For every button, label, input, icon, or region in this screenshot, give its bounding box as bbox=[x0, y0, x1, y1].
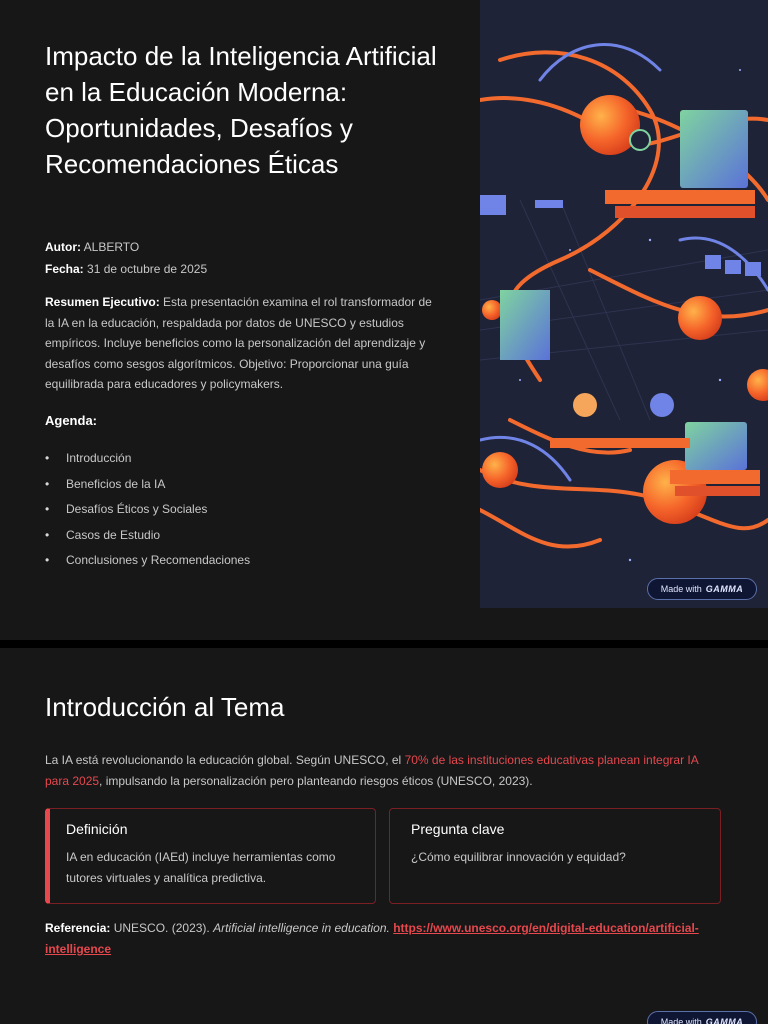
bullet-icon: • bbox=[45, 502, 50, 516]
screen-shape bbox=[680, 110, 748, 188]
book-stack bbox=[615, 206, 755, 218]
person-icon bbox=[630, 130, 650, 150]
made-with-gamma-badge[interactable] bbox=[647, 1011, 757, 1024]
presentation-title: Impacto de la Inteligencia Artificial en la Educación Moderna: Oportunidades, Desafíos y Recomendaciones Éticas bbox=[45, 41, 437, 179]
reference bbox=[45, 918, 725, 960]
executive-summary bbox=[45, 292, 437, 395]
bullet-icon: • bbox=[45, 476, 50, 491]
orb-shape bbox=[678, 296, 722, 340]
orb-shape bbox=[482, 452, 518, 488]
bullet-icon: • bbox=[45, 451, 50, 465]
book-stack bbox=[675, 486, 760, 496]
agenda-item bbox=[45, 451, 250, 477]
summary-text: Esta presentación examina el rol transformador de la IA en la educación, respaldada por datos de UNESCO y estudios empíricos. Incluye beneficios como la personalización del aprendizaje y desafíos como sesgos algorítmicos. Objetivo: Proporcionar una guía equilibrada para educadores y policymakers. bbox=[45, 295, 432, 391]
agenda-item-label: Casos de Estudio bbox=[66, 527, 161, 542]
agenda-title: Agenda: bbox=[45, 413, 97, 428]
date-label: Fecha: bbox=[45, 262, 84, 276]
intro-paragraph bbox=[45, 750, 725, 792]
orb-shape bbox=[482, 300, 502, 320]
key-question-card bbox=[389, 808, 721, 904]
author-value: ALBERTO bbox=[83, 240, 140, 254]
card-body: IA en educación (IAEd) incluye herramientas como tutores virtuales y analítica predictiva. bbox=[66, 850, 336, 885]
date-value: 31 de octubre de 2025 bbox=[87, 262, 208, 276]
person-icon bbox=[650, 393, 674, 417]
agenda-item-label: Desafíos Éticos y Sociales bbox=[66, 502, 208, 516]
book-stack bbox=[670, 470, 760, 484]
intro-title: Introducción al Tema bbox=[45, 692, 285, 722]
author-line bbox=[45, 236, 207, 258]
agenda-item bbox=[45, 553, 250, 579]
agenda-item-label: Conclusiones y Recomendaciones bbox=[66, 553, 251, 567]
made-with-gamma-badge[interactable] bbox=[647, 578, 757, 600]
book-stack bbox=[605, 190, 755, 204]
agenda-item bbox=[45, 502, 250, 528]
definition-card bbox=[45, 808, 376, 904]
gamma-logo: GAMMA bbox=[705, 584, 744, 594]
agenda-item-label: Beneficios de la IA bbox=[66, 476, 166, 491]
intro-slide bbox=[0, 648, 768, 1024]
date-line bbox=[45, 258, 207, 280]
reference-link[interactable]: https://www.unesco.org/en/digital-education/artificial-intelligence bbox=[45, 921, 699, 956]
person-icon bbox=[573, 393, 597, 417]
book-shape bbox=[500, 290, 550, 360]
reference-text: UNESCO. (2023). bbox=[113, 921, 214, 935]
laptop-screen bbox=[685, 422, 747, 470]
card-title: Definición bbox=[66, 821, 128, 837]
agenda-item bbox=[45, 477, 250, 503]
education-illustration bbox=[480, 0, 768, 608]
meta-block bbox=[45, 236, 207, 280]
card-body: ¿Cómo equilibrar innovación y equidad? bbox=[411, 850, 626, 864]
agenda-list bbox=[45, 451, 250, 579]
summary-label: Resumen Ejecutivo: bbox=[45, 295, 160, 309]
gamma-logo: GAMMA bbox=[705, 1017, 744, 1024]
intro-highlight: 70% de las instituciones educativas planean integrar IA para 2025 bbox=[45, 753, 699, 788]
reference-title: Artificial intelligence in education. bbox=[213, 921, 390, 935]
illustration-svg bbox=[480, 0, 768, 608]
badge-prefix: Made with bbox=[660, 584, 702, 594]
bullet-icon: • bbox=[45, 527, 50, 542]
agenda-item-label: Introducción bbox=[66, 451, 132, 465]
desk-shape bbox=[550, 438, 690, 448]
bullet-icon: • bbox=[45, 553, 50, 567]
badge-prefix: Made with bbox=[660, 1017, 702, 1024]
intro-text: La IA está revolucionando la educación global. Según UNESCO, el bbox=[45, 753, 405, 767]
reference-label: Referencia: bbox=[45, 921, 111, 935]
intro-text: , impulsando la personalización pero planteando riesgos éticos (UNESCO, 2023). bbox=[99, 774, 533, 788]
card-title: Pregunta clave bbox=[411, 821, 505, 837]
author-label: Autor: bbox=[45, 240, 81, 254]
agenda-item bbox=[45, 528, 250, 554]
